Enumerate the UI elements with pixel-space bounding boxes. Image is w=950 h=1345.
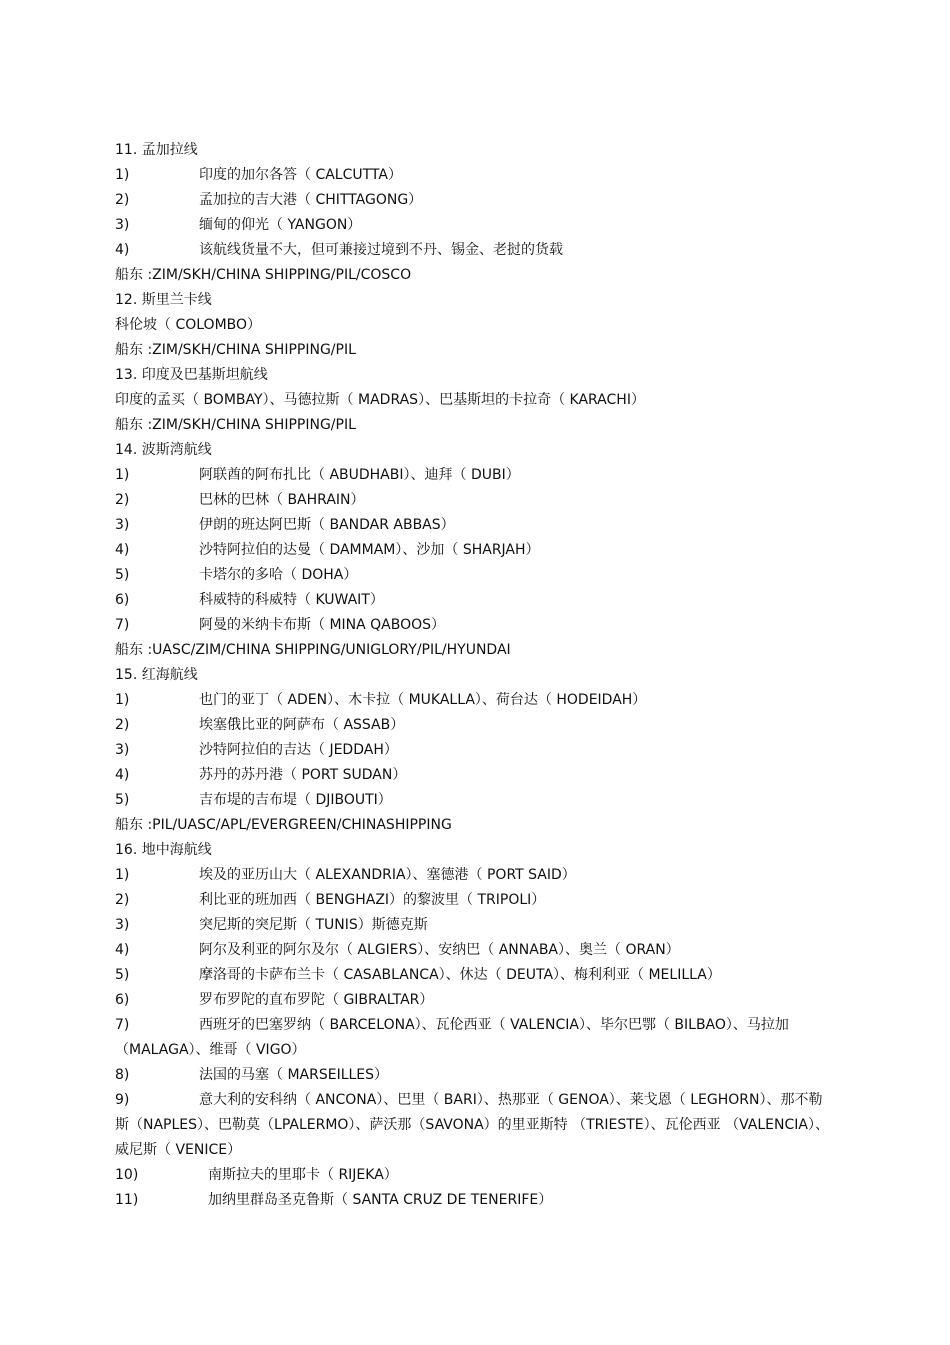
list-item (115, 688, 835, 713)
section-heading: 12. 斯里兰卡线 (115, 292, 212, 308)
section-heading: 16. 地中海航线 (115, 842, 212, 858)
paragraph-line: 船东 :ZIM/SKH/CHINA SHIPPING/PIL (115, 417, 356, 433)
list-item-text: 南斯拉夫的里耶卡（ RIJEKA） (208, 1167, 398, 1183)
list-item-text: 突尼斯的突尼斯（ TUNIS）斯德克斯 (199, 917, 428, 933)
list-item (115, 963, 835, 988)
list-item-text: 利比亚的班加西（ BENGHAZI）的黎波里（ TRIPOLI） (199, 892, 546, 908)
list-item-text: 卡塔尔的多哈（ DOHA） (199, 567, 358, 583)
list-item (115, 913, 835, 938)
list-item-text: 阿尔及利亚的阿尔及尔（ ALGIERS）、安纳巴（ ANNABA）、奥兰（ ORAN） (199, 942, 680, 958)
list-item-text: 缅甸的仰光（ YANGON） (199, 217, 362, 233)
paragraph-line: 船东 :ZIM/SKH/CHINA SHIPPING/PIL/COSCO (115, 267, 412, 283)
list-item-number: 1) (115, 467, 130, 483)
list-item-number: 4) (115, 542, 130, 558)
list-item-number: 5) (115, 967, 130, 983)
list-item-number: 5) (115, 792, 130, 808)
list-item (115, 538, 835, 563)
list-item-text: 意大利的安科纳（ ANCONA）、巴里（ BARI）、热那亚（ GENOA）、莱戈恩（ LEGHORN）、那不勒斯（NAPLES）、巴勒莫（LPALERMO）、萨沃那（SAVONA）的里亚斯特 （TRIESTE）、瓦伦西亚 （VALENCIA）、威尼斯（ VENICE） (115, 1092, 829, 1158)
list-item-number: 3) (115, 517, 130, 533)
list-item-text: 罗布罗陀的直布罗陀（ GIBRALTAR） (199, 992, 434, 1008)
list-item-number: 6) (115, 592, 130, 608)
list-item (115, 163, 835, 188)
list-item-text: 摩洛哥的卡萨布兰卡（ CASABLANCA）、休达（ DEUTA）、梅利利亚（ MELILLA） (199, 967, 721, 983)
list-item (115, 238, 835, 263)
list-item-text: 加纳里群岛圣克鲁斯（ SANTA CRUZ DE TENERIFE） (208, 1192, 553, 1208)
list-item-number: 10) (115, 1167, 139, 1183)
list-item-number: 3) (115, 742, 130, 758)
list-item (115, 1063, 835, 1088)
list-item-number: 7) (115, 1017, 130, 1033)
list-item-text: 西班牙的巴塞罗纳（ BARCELONA）、瓦伦西亚（ VALENCIA）、毕尔巴鄂（ BILBAO）、马拉加（MALAGA）、维哥（ VIGO） (115, 1017, 789, 1058)
list-item-number: 1) (115, 167, 130, 183)
list-item-text: 埃及的亚历山大（ ALEXANDRIA）、塞德港（ PORT SAID） (199, 867, 576, 883)
list-item-number: 2) (115, 717, 130, 733)
list-item-text: 沙特阿拉伯的达曼（ DAMMAM）、沙加（ SHARJAH） (199, 542, 540, 558)
list-item-text: 法国的马塞（ MARSEILLES） (199, 1067, 389, 1083)
list-item (115, 513, 835, 538)
list-item (115, 938, 835, 963)
list-item (115, 563, 835, 588)
list-item (115, 988, 835, 1013)
list-item (115, 488, 835, 513)
paragraph-line: 船东 :PIL/UASC/APL/EVERGREEN/CHINASHIPPING (115, 817, 452, 833)
list-item-text: 阿曼的米纳卡布斯（ MINA QABOOS） (199, 617, 446, 633)
list-item-text: 阿联酋的阿布扎比（ ABUDHABI）、迪拜（ DUBI） (199, 467, 520, 483)
list-item-number: 4) (115, 942, 130, 958)
list-item-text: 沙特阿拉伯的吉达（ JEDDAH） (199, 742, 398, 758)
list-item (115, 463, 835, 488)
list-item-text: 印度的加尔各答（ CALCUTTA） (199, 167, 402, 183)
list-item (115, 763, 835, 788)
list-item-text: 孟加拉的吉大港（ CHITTAGONG） (199, 192, 423, 208)
list-item (115, 1163, 835, 1188)
list-item-number: 2) (115, 492, 130, 508)
paragraph-line: 科伦坡（ COLOMBO） (115, 317, 262, 333)
list-item-text: 吉布堤的吉布堤（ DJIBOUTI） (199, 792, 392, 808)
list-item-text: 该航线货量不大，但可兼接过境到不丹、锡金、老挝的货载 (199, 242, 563, 258)
section-heading: 13. 印度及巴基斯坦航线 (115, 367, 268, 383)
list-item-text: 科威特的科威特（ KUWAIT） (199, 592, 384, 608)
list-item-number: 1) (115, 692, 130, 708)
list-item-number: 3) (115, 217, 130, 233)
list-item-number: 8) (115, 1067, 130, 1083)
list-item-number: 7) (115, 617, 130, 633)
list-item (115, 788, 835, 813)
list-item-number: 4) (115, 242, 130, 258)
list-item-number: 1) (115, 867, 130, 883)
paragraph-line: 印度的孟买（ BOMBAY）、马德拉斯（ MADRAS）、巴基斯坦的卡拉奇（ KARACHI） (115, 392, 645, 408)
list-item-number: 2) (115, 892, 130, 908)
list-item-text: 埃塞俄比亚的阿萨布（ ASSAB） (199, 717, 405, 733)
list-item (115, 188, 835, 213)
list-item (115, 213, 835, 238)
list-item (115, 613, 835, 638)
list-item-number: 9) (115, 1092, 130, 1108)
list-item-number: 3) (115, 917, 130, 933)
list-item (115, 713, 835, 738)
list-item-text: 苏丹的苏丹港（ PORT SUDAN） (199, 767, 407, 783)
list-item-text: 伊朗的班达阿巴斯（ BANDAR ABBAS） (199, 517, 455, 533)
section-heading: 15. 红海航线 (115, 667, 198, 683)
list-item (115, 588, 835, 613)
list-item-text: 巴林的巴林（ BAHRAIN） (199, 492, 365, 508)
section-heading: 11. 孟加拉线 (115, 142, 198, 158)
list-item (115, 888, 835, 913)
list-item-number: 5) (115, 567, 130, 583)
list-item-number: 4) (115, 767, 130, 783)
list-item-number: 2) (115, 192, 130, 208)
list-item (115, 738, 835, 763)
list-item (115, 1088, 835, 1163)
list-item (115, 863, 835, 888)
list-item (115, 1188, 835, 1213)
paragraph-line: 船东 :UASC/ZIM/CHINA SHIPPING/UNIGLORY/PIL/HYUNDAI (115, 642, 511, 658)
list-item-number: 6) (115, 992, 130, 1008)
list-item (115, 1013, 835, 1063)
paragraph-line: 船东 :ZIM/SKH/CHINA SHIPPING/PIL (115, 342, 356, 358)
section-heading: 14. 波斯湾航线 (115, 442, 212, 458)
list-item-text: 也门的亚丁（ ADEN）、木卡拉（ MUKALLA）、荷台达（ HODEIDAH） (199, 692, 647, 708)
list-item-number: 11) (115, 1192, 139, 1208)
document-page (115, 138, 835, 1213)
